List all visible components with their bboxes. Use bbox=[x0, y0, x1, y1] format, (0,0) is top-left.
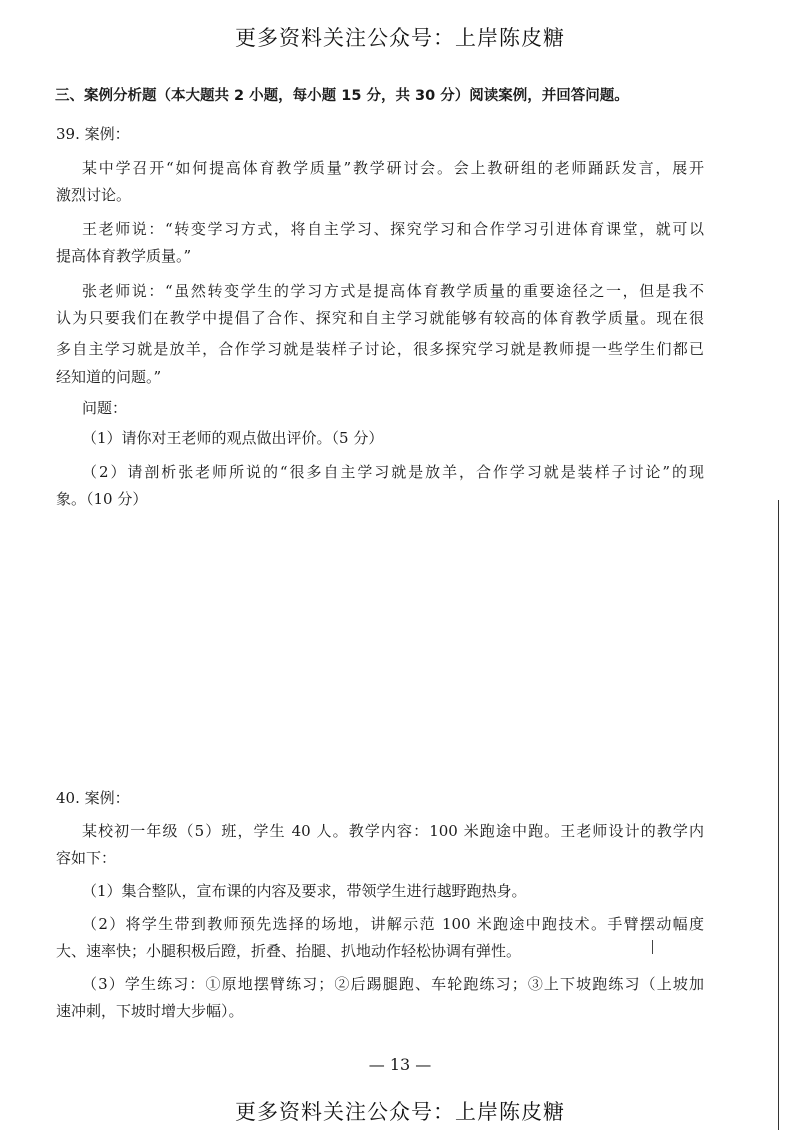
q39-case-line-6: 认为只要我们在教学中提倡了合作、探究和自主学习就能够有较高的体育教学质量。现在很 bbox=[56, 309, 704, 327]
q39-case-line-3: 王老师说：“转变学习方式，将自主学习、探究学习和合作学习引进体育课堂，就可以 bbox=[82, 220, 704, 238]
q39-case-line-2: 激烈讨论。 bbox=[56, 186, 132, 204]
q39-case-line-7: 多自主学习就是放羊，合作学习就是装样子讨论，很多探究学习就是教师提一些学生们都已 bbox=[56, 340, 704, 358]
q39-questions-label: 问题： bbox=[82, 399, 128, 417]
q39-case-line-8: 经知道的问题。” bbox=[56, 368, 162, 386]
q39-question-2-cont: 象。（10 分） bbox=[56, 490, 148, 508]
q40-line-3: （1）集合整队，宣布课的内容及要求，带领学生进行越野跑热身。 bbox=[82, 882, 527, 900]
page-number: — 13 — bbox=[368, 1055, 432, 1074]
scan-edge-line bbox=[778, 500, 779, 1130]
bottom-banner: 更多资料关注公众号：上岸陈皮糖 bbox=[235, 1100, 565, 1124]
scan-mark bbox=[652, 940, 653, 954]
q39-question-2: （2）请剖析张老师所说的“很多自主学习就是放羊，合作学习就是装样子讨论”的现 bbox=[82, 463, 704, 481]
q39-case-line-4: 提高体育教学质量。” bbox=[56, 247, 192, 265]
q40-line-2: 容如下： bbox=[56, 849, 117, 867]
q40-line-4: （2）将学生带到教师预先选择的场地，讲解示范 100 米跑途中跑技术。手臂摆动幅度 bbox=[82, 915, 704, 933]
top-banner: 更多资料关注公众号：上岸陈皮糖 bbox=[235, 26, 565, 50]
q40-line-7: 速冲刺，下坡时增大步幅）。 bbox=[56, 1002, 244, 1020]
q39-case-line-5: 张老师说：“虽然转变学生的学习方式是提高体育教学质量的重要途径之一，但是我不 bbox=[82, 282, 704, 300]
q39-number: 39. 案例： bbox=[56, 125, 130, 143]
q40-line-1: 某校初一年级（5）班，学生 40 人。教学内容：100 米跑途中跑。王老师设计的教学内 bbox=[82, 822, 704, 840]
q40-number: 40. 案例： bbox=[56, 789, 130, 807]
q40-line-6: （3）学生练习：①原地摆臂练习；②后踢腿跑、车轮跑练习；③上下坡跑练习（上坡加 bbox=[82, 975, 704, 993]
q40-line-5: 大、速率快；小腿积极后蹬，折叠、抬腿、扒地动作轻松协调有弹性。 bbox=[56, 942, 522, 960]
q39-question-1: （1）请你对王老师的观点做出评价。（5 分） bbox=[82, 429, 384, 447]
q39-case-line-1: 某中学召开“如何提高体育教学质量”教学研讨会。会上教研组的老师踊跃发言，展开 bbox=[82, 159, 704, 177]
section-title: 三、案例分析题（本大题共 2 小题，每小题 15 分，共 30 分）阅读案例，并回答问题。 bbox=[55, 88, 629, 104]
